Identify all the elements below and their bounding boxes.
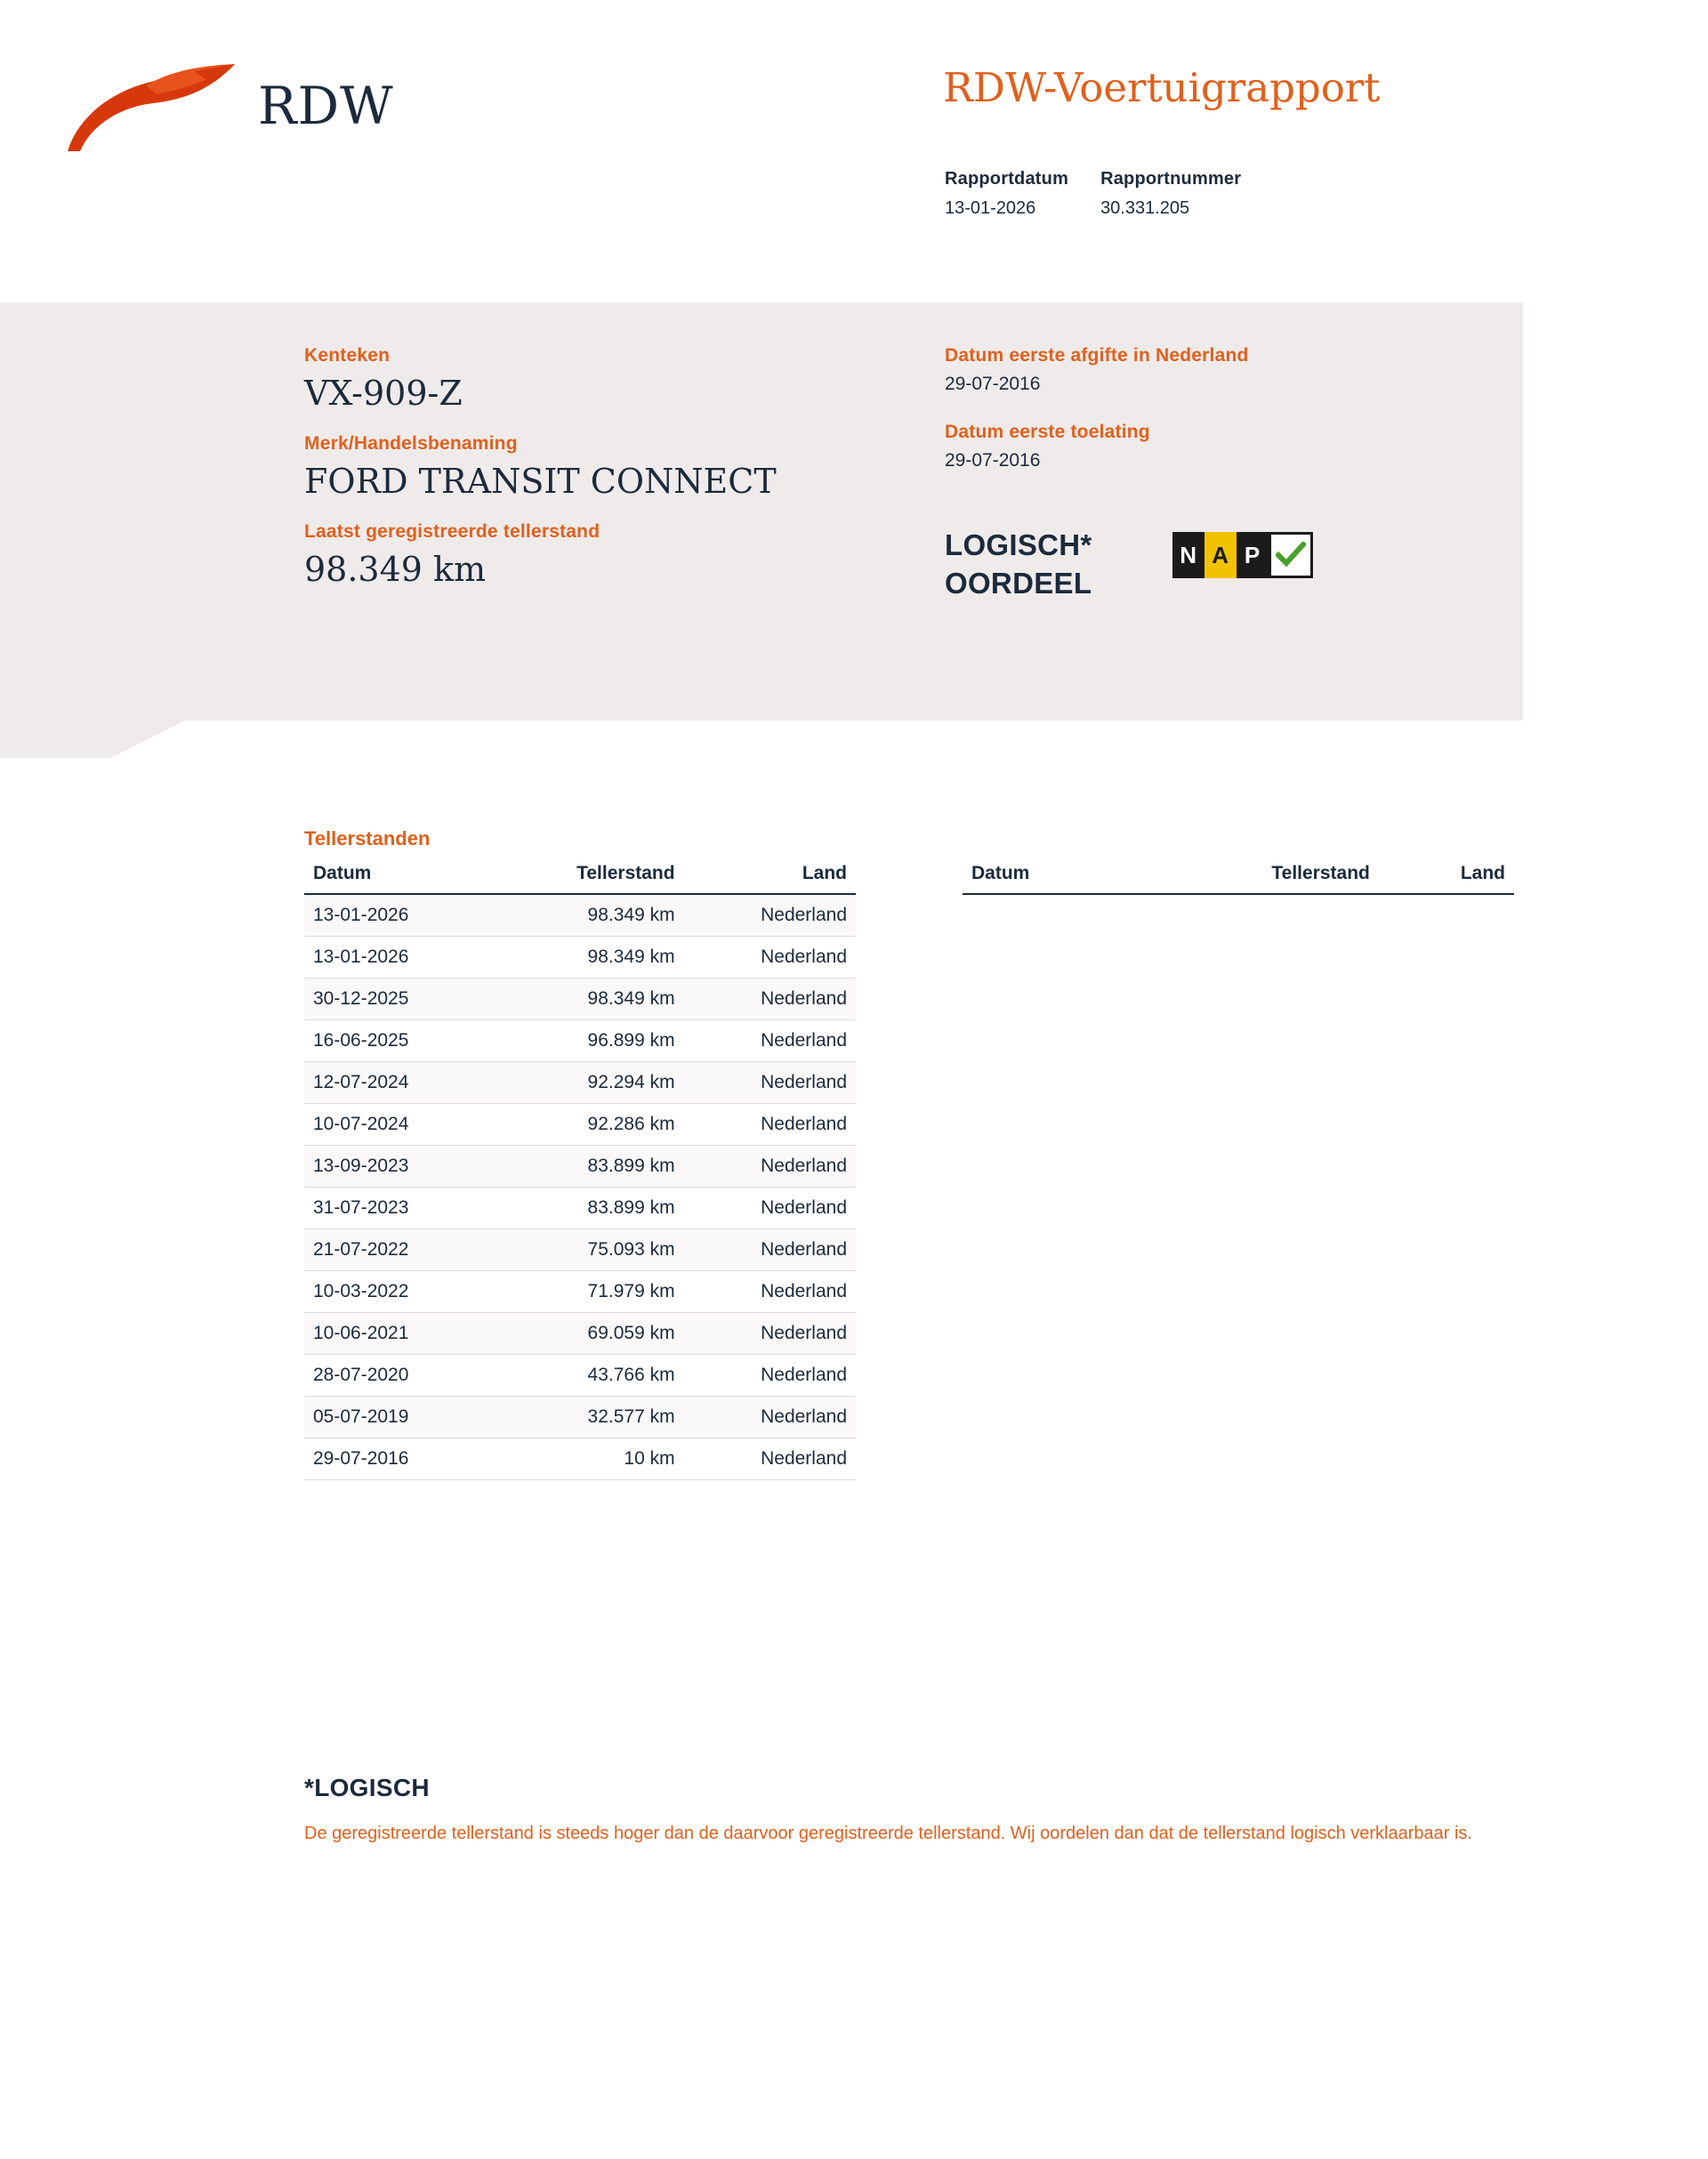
first-admission-value: 29-07-2016 — [945, 450, 1041, 471]
table-row — [304, 1188, 856, 1229]
cell-country: Nederland — [684, 894, 856, 937]
cell-odometer: 43.766 km — [492, 1355, 684, 1397]
table-row — [304, 1020, 856, 1062]
report-date-value: 13-01-2026 — [945, 198, 1036, 218]
column-header-country: Land — [1379, 859, 1514, 894]
rdw-swoosh-icon — [60, 53, 238, 151]
report-date-block — [945, 169, 1068, 219]
vehicle-summary-right — [945, 345, 1496, 603]
cell-date: 10-06-2021 — [304, 1313, 492, 1355]
nap-letter-p: P — [1237, 532, 1269, 578]
brand-label: Merk/Handelsbenaming — [304, 432, 518, 454]
footnote — [0, 1774, 1550, 1849]
vehicle-summary-left — [304, 345, 856, 608]
cell-country: Nederland — [684, 1355, 856, 1397]
rdw-logo-text: RDW — [258, 76, 394, 136]
table-header-row — [963, 859, 1514, 894]
cell-date: 28-07-2020 — [304, 1355, 492, 1397]
cell-country: Nederland — [684, 1313, 856, 1355]
table-row — [304, 1271, 856, 1313]
cell-odometer: 71.979 km — [492, 1271, 684, 1313]
last-odometer-label: Laatst geregistreerde tellerstand — [304, 520, 600, 542]
column-header-date: Datum — [304, 859, 492, 894]
licence-value: VX-909-Z — [304, 374, 463, 413]
report-meta — [945, 169, 1241, 219]
cell-country: Nederland — [684, 1146, 856, 1188]
report-header — [0, 0, 1708, 302]
cell-country: Nederland — [684, 979, 856, 1020]
cell-country: Nederland — [684, 1188, 856, 1229]
cell-odometer: 32.577 km — [492, 1397, 684, 1438]
table-row — [304, 937, 856, 979]
cell-odometer: 69.059 km — [492, 1313, 684, 1355]
column-header-country: Land — [684, 859, 856, 894]
cell-date: 16-06-2025 — [304, 1020, 492, 1062]
cell-odometer: 83.899 km — [492, 1188, 684, 1229]
cell-odometer: 96.899 km — [492, 1020, 684, 1062]
nap-checkmark-icon — [1269, 532, 1313, 578]
report-title: RDW-Voertuigrapport — [943, 64, 1381, 111]
first-issue-label: Datum eerste afgifte in Nederland — [945, 345, 1249, 366]
cell-country: Nederland — [684, 1229, 856, 1271]
odometer-tables — [0, 827, 1708, 1480]
banner-notch-decoration — [0, 721, 185, 758]
cell-country: Nederland — [684, 937, 856, 979]
nap-letter-a: A — [1204, 532, 1237, 578]
table-row — [304, 1104, 856, 1146]
table-row — [304, 1397, 856, 1438]
report-date-label: Rapportdatum — [945, 169, 1069, 189]
cell-odometer: 98.349 km — [492, 937, 684, 979]
odometer-table-left — [304, 859, 856, 1480]
cell-odometer: 92.294 km — [492, 1062, 684, 1104]
table-row — [304, 1229, 856, 1271]
table-row — [304, 1438, 856, 1480]
cell-date: 13-01-2026 — [304, 894, 492, 937]
verdict-text — [945, 527, 1092, 603]
verdict-line-2: OORDEEL — [945, 566, 1092, 600]
column-header-date: Datum — [963, 859, 1127, 894]
rdw-logo — [60, 53, 394, 151]
odometer-rows-left — [304, 894, 856, 1480]
cell-odometer: 98.349 km — [492, 979, 684, 1020]
cell-odometer: 83.899 km — [492, 1146, 684, 1188]
cell-date: 10-03-2022 — [304, 1271, 492, 1313]
nap-logo — [1172, 532, 1313, 578]
cell-country: Nederland — [684, 1062, 856, 1104]
cell-odometer: 10 km — [492, 1438, 684, 1480]
report-number-value: 30.331.205 — [1100, 198, 1190, 218]
odometer-table-left-block — [304, 827, 856, 1480]
odometer-table-right-caption — [963, 827, 1514, 850]
last-odometer-value: 98.349 km — [304, 549, 487, 589]
table-row — [304, 1355, 856, 1397]
odometer-table-right-block — [963, 827, 1514, 1480]
cell-country: Nederland — [684, 1020, 856, 1062]
table-row — [304, 1313, 856, 1355]
verdict-block — [945, 527, 1496, 603]
licence-label: Kenteken — [304, 345, 391, 366]
cell-date: 29-07-2016 — [304, 1438, 492, 1480]
cell-date: 13-09-2023 — [304, 1146, 492, 1188]
cell-odometer: 98.349 km — [492, 894, 684, 937]
cell-country: Nederland — [684, 1438, 856, 1480]
cell-date: 12-07-2024 — [304, 1062, 492, 1104]
cell-date: 13-01-2026 — [304, 937, 492, 979]
brand-value: FORD TRANSIT CONNECT — [304, 461, 777, 501]
cell-date: 30-12-2025 — [304, 979, 492, 1020]
table-row — [304, 1062, 856, 1104]
odometer-table-right — [963, 859, 1514, 895]
first-issue-value: 29-07-2016 — [945, 374, 1041, 394]
cell-date: 31-07-2023 — [304, 1188, 492, 1229]
table-row — [304, 979, 856, 1020]
table-row — [304, 894, 856, 937]
table-header-row — [304, 859, 856, 894]
column-header-odometer: Tellerstand — [1127, 859, 1379, 894]
footnote-body: De geregistreerde tellerstand is steeds hoger dan de daarvoor geregistreerde tellerstand. Wij oordelen dan dat de tellerstand logisch verklaarbaar is. — [304, 1824, 1472, 1843]
footnote-title: *LOGISCH — [304, 1774, 430, 1801]
report-number-block — [1100, 169, 1241, 219]
odometer-table-caption: Tellerstanden — [304, 827, 431, 850]
nap-letter-n: N — [1172, 532, 1204, 578]
vehicle-summary-banner — [0, 302, 1523, 721]
cell-country: Nederland — [684, 1397, 856, 1438]
verdict-line-1: LOGISCH* — [945, 528, 1092, 561]
first-admission-label: Datum eerste toelating — [945, 422, 1150, 442]
cell-odometer: 92.286 km — [492, 1104, 684, 1146]
report-number-label: Rapportnummer — [1100, 169, 1242, 189]
column-header-odometer: Tellerstand — [492, 859, 684, 894]
cell-country: Nederland — [684, 1271, 856, 1313]
cell-country: Nederland — [684, 1104, 856, 1146]
cell-date: 21-07-2022 — [304, 1229, 492, 1271]
table-row — [304, 1146, 856, 1188]
cell-date: 05-07-2019 — [304, 1397, 492, 1438]
cell-date: 10-07-2024 — [304, 1104, 492, 1146]
cell-odometer: 75.093 km — [492, 1229, 684, 1271]
